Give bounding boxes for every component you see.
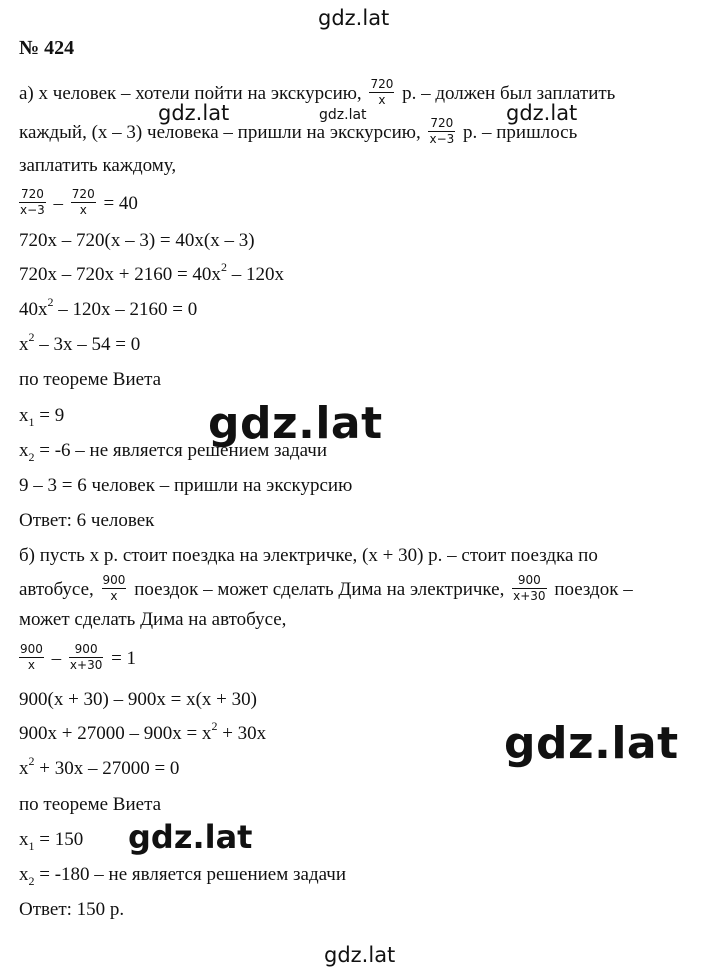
part-a-step-3: $40х^2 - 120х - 2160 = 0$ bbox=[19, 294, 198, 320]
part-b-x2: $х_2 = -180$ – не является решением задачи bbox=[19, 864, 347, 888]
part-b-line-3: может сделать Дима на автобусе, bbox=[19, 609, 287, 630]
part-a-step-1: 720х – 720(х – 3) = 40х(х – 3) bbox=[19, 230, 255, 251]
part-b-equation: $\frac{900}{x}$ – $\frac{900}{x+30}$ = 1 bbox=[20, 642, 137, 672]
part-b-x1: $х_1 = 150$ bbox=[19, 829, 84, 853]
watermark-medium: gdz.lat bbox=[128, 818, 253, 856]
part-a-step-4: $х^2 - 3х - 54 = 0$ bbox=[19, 329, 141, 355]
part-b-step-2: $900х + 27000 - 900х = х^2 + 30х$ bbox=[19, 718, 267, 744]
part-b-step-1: 900(х + 30) – 900х = х(х + 30) bbox=[19, 689, 257, 710]
part-a-equation: $\frac{720}{x-3}$ – $\frac{720}{x}$ = 40 bbox=[20, 187, 138, 217]
fraction: $\frac{720}{x-3}$ bbox=[429, 116, 455, 146]
fraction: $\frac{900}{x}$ bbox=[102, 573, 126, 603]
part-b-vieta: по теореме Виета bbox=[19, 794, 162, 815]
fraction: $\frac{900}{x+30}$ bbox=[513, 573, 546, 603]
fraction: $\frac{900}{x}$ bbox=[20, 642, 43, 672]
part-b-answer: Ответ: 150 р. bbox=[19, 899, 125, 920]
part-a-x2: $х_2 = -6$ – не является решением задачи bbox=[19, 440, 328, 464]
watermark-tiny: gdz.lat bbox=[319, 107, 367, 123]
part-b-line-2: автобусе, $\frac{900}{x}$ поездок – может сделать Дима на электричке, $\frac{900}{x+30}$ поездок – bbox=[19, 573, 633, 603]
watermark-large-1: gdz.lat bbox=[208, 398, 383, 449]
fraction: $\frac{720}{x}$ bbox=[370, 77, 394, 107]
part-a-vieta: по теореме Виета bbox=[19, 369, 162, 390]
fraction: $\frac{720}{x-3}$ bbox=[20, 187, 45, 217]
part-b-line-1: б) пусть х р. стоит поездка на электричке, (х + 30) р. – стоит поездка по bbox=[19, 545, 598, 566]
watermark-small-1: gdz.lat bbox=[158, 101, 230, 125]
part-a-line-3: заплатить каждому, bbox=[19, 155, 177, 176]
part-a-step-2: $720х - 720х + 2160 = 40х^2 - 120х$ bbox=[19, 259, 284, 285]
part-a-answer: Ответ: 6 человек bbox=[19, 510, 155, 531]
watermark-top: gdz.lat bbox=[318, 6, 390, 30]
watermark-bottom: gdz.lat bbox=[324, 943, 396, 967]
fraction: $\frac{720}{x}$ bbox=[71, 187, 95, 217]
part-b-step-3: $х^2 + 30х - 27000 = 0$ bbox=[19, 753, 180, 779]
part-a-line-2: каждый, (х – 3) человека – пришли на экскурсию, $\frac{720}{x-3}$ р. – пришлось bbox=[19, 116, 578, 146]
part-a-line-1: а) х человек – хотели пойти на экскурсию, $\frac{720}{x}$ р. – должен был заплатить bbox=[19, 77, 616, 107]
part-a-calc: 9 – 3 = 6 человек – пришли на экскурсию bbox=[19, 475, 353, 496]
part-a-x1: $х_1 = 9$ bbox=[19, 405, 65, 429]
watermark-small-2: gdz.lat bbox=[506, 101, 578, 125]
problem-number: № 424 bbox=[19, 37, 75, 59]
fraction: $\frac{900}{x+30}$ bbox=[69, 642, 103, 672]
watermark-large-2: gdz.lat bbox=[504, 718, 679, 769]
